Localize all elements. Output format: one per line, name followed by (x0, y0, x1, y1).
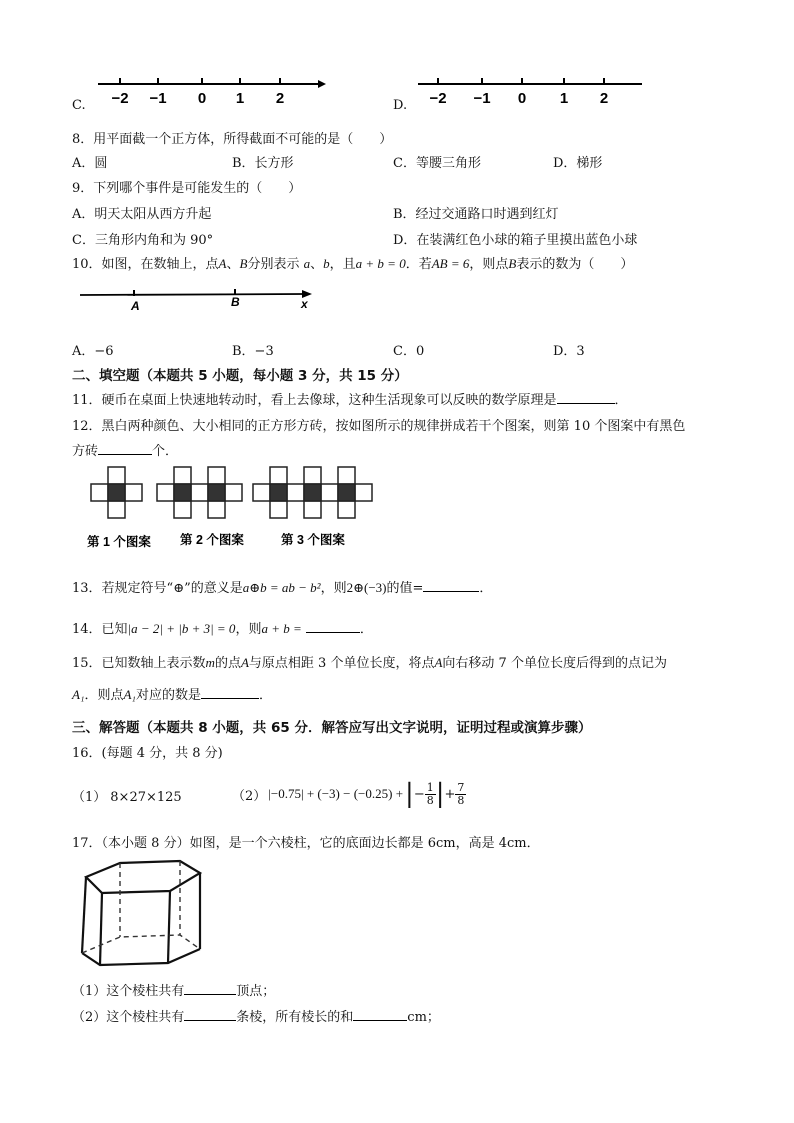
q13-answer-blank (423, 579, 479, 592)
q11-answer-blank (557, 391, 615, 404)
q17-edge-sum-blank (353, 1008, 407, 1021)
q14-text: 14．已知|a − 2| + |b + 3| = 0，则a + b = ． (72, 621, 373, 637)
section-3-title: 三、解答题（本题共 8 小题，共 65 分．解答应写出文字说明，证明过程或演算步骤） (72, 720, 592, 736)
q12-tile-patterns-figure (85, 466, 375, 556)
q16-fraction-2: $\frac{7}{8}$ (457, 780, 465, 807)
q7-option-d-label: D. (393, 98, 408, 113)
q10-label-x: x (301, 297, 308, 311)
q12-caption-1: 第 1 个图案 (87, 535, 151, 549)
q10-option-b: B．−3 (232, 344, 274, 359)
q12-caption-3: 第 3 个图案 (281, 533, 345, 547)
q10-number-line-figure (78, 285, 318, 315)
q9-option-c: C．三角形内角和为 90° (72, 233, 214, 248)
q7-option-c-label: C. (72, 98, 86, 113)
q17-part-1: （1）这个棱柱共有 顶点； (72, 984, 276, 999)
q12-line2: 方砖 个． (72, 444, 179, 459)
q8-option-d: D．梯形 (553, 156, 603, 171)
q9-option-d: D．在装满红色小球的箱子里摸出蓝色小球 (393, 233, 638, 248)
q17-stem: 17．（本小题 8 分）如图，是一个六棱柱，它的底面边长都是 6cm，高是 4cm． (72, 836, 540, 851)
tick-label-c-2: 0 (197, 90, 207, 107)
q17-hexagonal-prism-figure (76, 855, 206, 973)
q14-answer-blank (306, 620, 360, 633)
q8-option-c: C．等腰三角形 (393, 156, 481, 171)
q12-caption-2: 第 2 个图案 (180, 533, 244, 547)
q16-fraction-1: $\frac{1}{8}$ (426, 780, 434, 807)
q10-option-d: D．3 (553, 344, 585, 359)
q8-stem: 8．用平面截一个正方体，所得截面不可能的是（ ） (72, 132, 393, 147)
q8-option-a: A．圆 (72, 156, 108, 171)
q13-text: 13．若规定符号“⊕”的意义是a⊕b = ab − b²，则2⊕(−3)的值= ． (72, 580, 493, 596)
q12-answer-blank (98, 442, 152, 455)
q10-option-c: C．0 (393, 344, 425, 359)
q8-option-b: B．长方形 (232, 156, 294, 171)
q10-option-a: A．−6 (72, 344, 114, 359)
q15-line1: 15．已知数轴上表示数m的点A与原点相距 3 个单位长度，将点A向右移动 7 个单位长度后得到的点记为 (72, 655, 667, 671)
tick-label-d-3: 1 (559, 90, 569, 107)
tick-label-c-0: −2 (111, 90, 129, 107)
q10-label-b: B (231, 295, 240, 309)
q16-part-1: （1） 8×27×125 (72, 790, 182, 805)
tick-label-c-3: 1 (235, 90, 245, 107)
tick-label-d-2: 0 (517, 90, 527, 107)
section-2-title: 二、填空题（本题共 5 小题，每小题 3 分，共 15 分） (72, 368, 408, 384)
q10-stem: 10．如图，在数轴上，点A、B分别表示 a、b，且a + b = 0．若AB = 6，则点B表示的数为（ ） (72, 256, 634, 272)
q16-part-2: （2） |−0.75| + (−3) − (−0.25) + | − $\frac{1}{8}$ | + $\frac{7}{8}$ (232, 779, 465, 809)
q16-stem: 16．(每题 4 分，共 8 分) (72, 746, 223, 761)
q17-part-2: （2）这个棱柱共有 条棱，所有棱长的和 cm； (72, 1010, 440, 1025)
q9-stem: 9．下列哪个事件是可能发生的（ ） (72, 181, 302, 196)
q9-option-a: A．明天太阳从西方升起 (72, 207, 212, 222)
q7-number-line-c (90, 72, 330, 112)
tick-label-c-1: −1 (149, 90, 167, 107)
q12-line1: 12．黑白两种颜色、大小相同的正方形方砖，按如图所示的规律拼成若干个图案，则第 10 个图案中有黑色 (72, 419, 686, 434)
tick-label-d-0: −2 (429, 90, 447, 107)
tick-label-d-1: −1 (473, 90, 491, 107)
q11-text: 11．硬币在桌面上快速地转动时，看上去像球，这种生活现象可以反映的数学原理是 ． (72, 393, 628, 408)
q15-answer-blank (201, 686, 259, 699)
q17-vertices-blank (184, 982, 236, 995)
q9-option-b: B．经过交通路口时遇到红灯 (393, 207, 559, 222)
q10-label-a: A (131, 299, 140, 313)
tick-label-c-4: 2 (275, 90, 285, 107)
q17-edges-blank (184, 1008, 236, 1021)
tick-label-d-4: 2 (599, 90, 609, 107)
q15-line2: A₁．则点A₁对应的数是 ． (72, 687, 272, 703)
q7-number-line-d (410, 72, 650, 112)
